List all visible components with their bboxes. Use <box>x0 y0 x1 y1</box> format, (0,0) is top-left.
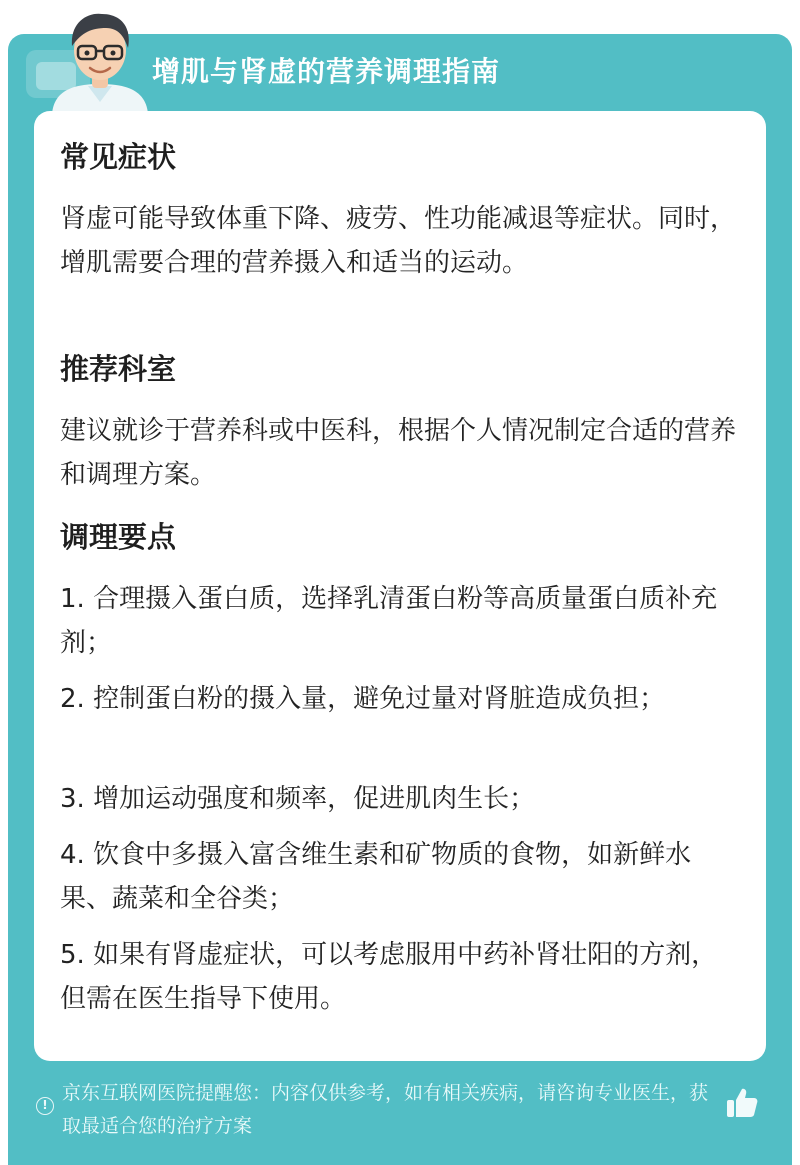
tip-item-3: 3. 增加运动强度和频率，促进肌肉生长； <box>60 784 536 814</box>
section-title-department: 推荐科室 <box>60 352 177 386</box>
info-icon: ! <box>36 1097 54 1115</box>
tip-item-4: 4. 饮食中多摄入富含维生素和矿物质的食物，如新鲜水果、蔬菜和全谷类； <box>60 840 692 914</box>
symptoms-text: 肾虚可能导致体重下降、疲劳、性功能减退等症状。同时，增肌需要合理的营养摄入和适当的运动。 <box>60 204 737 278</box>
tip-item-5: 5. 如果有肾虚症状，可以考虑服用中药补肾壮阳的方剂，但需在医生指导下使用。 <box>60 940 718 1014</box>
tip-item-1: 1. 合理摄入蛋白质，选择乳清蛋白粉等高质量蛋白质补充剂； <box>60 584 718 658</box>
section-title-symptoms: 常见症状 <box>60 140 177 174</box>
content-card <box>34 111 766 1061</box>
page-title: 增肌与肾虚的营养调理指南 <box>152 55 501 88</box>
tip-item-2: 2. 控制蛋白粉的摄入量，避免过量对肾脏造成负担； <box>60 684 666 714</box>
doctor-avatar <box>44 6 156 114</box>
section-title-tips: 调理要点 <box>60 520 177 554</box>
disclaimer-text: 京东互联网医院提醒您：内容仅供参考，如有相关疾病，请咨询专业医生，获取最适合您的治疗方案 <box>62 1082 709 1137</box>
department-text: 建议就诊于营养科或中医科，根据个人情况制定合适的营养和调理方案。 <box>60 416 737 490</box>
thumbs-up-icon[interactable] <box>724 1085 760 1121</box>
